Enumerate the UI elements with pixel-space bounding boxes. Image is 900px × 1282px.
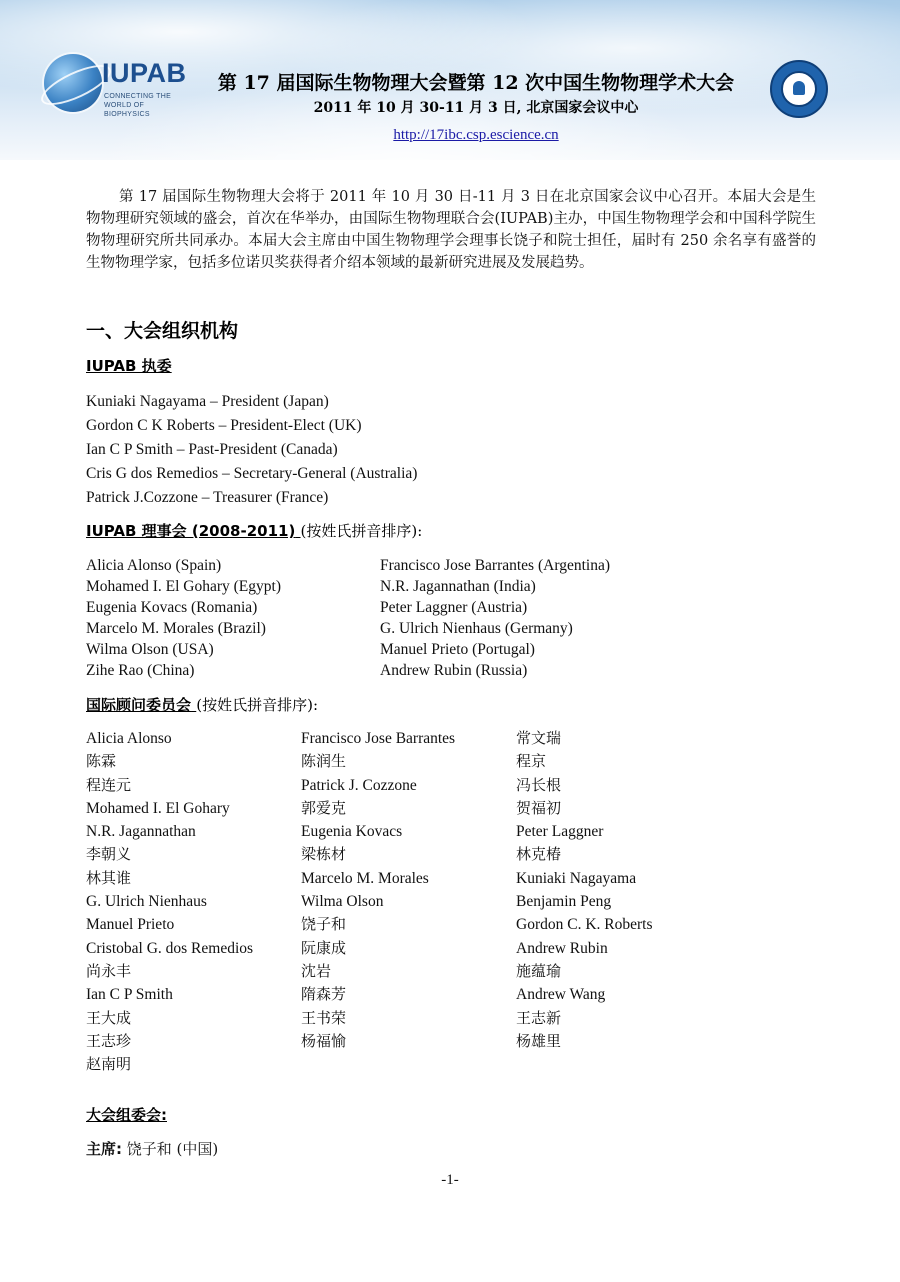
advisory-member: 李朝义	[86, 845, 132, 864]
logo-text: IUPAB	[102, 58, 187, 88]
exec-heading: IUPAB 执委	[86, 357, 172, 375]
council-column-left	[86, 555, 281, 681]
chair-value: 饶子和 (中国)	[122, 1140, 219, 1158]
advisory-heading	[86, 694, 318, 715]
section-title-organization: 一、大会组织机构	[86, 320, 239, 342]
council-member: Andrew Rubin (Russia)	[380, 662, 528, 679]
advisory-member: 赵南明	[86, 1055, 132, 1074]
council-heading	[86, 520, 422, 541]
advisory-member: 梁栋材	[301, 845, 347, 864]
advisory-member: Benjamin Peng	[516, 893, 612, 911]
advisory-member: 常文瑞	[516, 729, 562, 747]
advisory-member: 阮康成	[301, 938, 347, 957]
advisory-sort-note: (按姓氏拼音排序):	[196, 696, 319, 714]
advisory-member: 隋森芳	[301, 985, 347, 1004]
advisory-member: 施蕴瑜	[516, 961, 562, 980]
advisory-member: 尚永丰	[86, 961, 132, 980]
advisory-member: 王书荣	[301, 1008, 347, 1027]
advisory-member: G. Ulrich Nienhaus	[86, 893, 207, 911]
advisory-member: Eugenia Kovacs	[301, 823, 403, 841]
advisory-member: 郭爱克	[301, 798, 347, 817]
chair-label: 主席:	[86, 1140, 122, 1158]
advisory-member: Andrew Rubin	[516, 939, 608, 957]
council-member: G. Ulrich Nienhaus (Germany)	[380, 620, 573, 637]
advisory-member: Wilma Olson	[301, 893, 384, 911]
advisory-member: Patrick J. Cozzone	[301, 776, 417, 794]
advisory-member: N.R. Jagannathan	[86, 823, 196, 841]
advisory-member: 陈霖	[86, 752, 117, 771]
advisory-heading-text: 国际顾问委员会	[86, 696, 192, 714]
advisory-member: 王大成	[86, 1008, 132, 1027]
advisory-member: Peter Laggner	[516, 823, 604, 841]
council-member: Alicia Alonso (Spain)	[86, 557, 222, 574]
advisory-column-2	[301, 727, 455, 1053]
advisory-member: 沈岩	[301, 961, 332, 980]
advisory-member: Alicia Alonso	[86, 730, 172, 747]
advisory-member: 程京	[516, 752, 547, 771]
advisory-member: 王志新	[516, 1008, 562, 1027]
advisory-member: Manuel Prieto	[86, 916, 175, 934]
conference-url-link[interactable]: http://17ibc.csp.escience.cn	[393, 127, 559, 143]
advisory-member: Andrew Wang	[516, 986, 606, 1004]
advisory-member: 程连元	[86, 775, 132, 794]
conference-title: 第 17 届国际生物物理大会暨第 12 次中国生物物理学术大会	[217, 72, 735, 94]
exec-member: Kuniaki Nagayama – President (Japan)	[86, 393, 329, 410]
advisory-member: Gordon C. K. Roberts	[516, 916, 653, 934]
advisory-member: 饶子和	[301, 915, 347, 934]
iupab-logo	[44, 48, 194, 120]
logo-tagline: CONNECTING THE WORLD OF BIOPHYSICS	[104, 93, 172, 118]
csp-emblem-icon	[770, 60, 828, 118]
council-member: N.R. Jagannathan (India)	[380, 578, 536, 595]
exec-list	[86, 390, 417, 510]
advisory-member: 冯长根	[516, 775, 562, 794]
advisory-member: 陈润生	[301, 752, 347, 771]
advisory-member: Ian C P Smith	[86, 986, 173, 1004]
council-sort-note: (按姓氏拼音排序):	[300, 522, 423, 540]
advisory-member: 贺福初	[516, 798, 562, 817]
council-heading-text: IUPAB 理事会 (2008-2011)	[86, 522, 296, 540]
advisory-member: Marcelo M. Morales	[301, 869, 429, 887]
header-banner	[0, 0, 900, 160]
council-member: Francisco Jose Barrantes (Argentina)	[380, 557, 610, 574]
page-number: -1-	[441, 1172, 459, 1188]
advisory-member: 林克椿	[516, 845, 562, 864]
advisory-member: Kuniaki Nagayama	[516, 869, 637, 887]
advisory-member: 林其谁	[86, 868, 132, 887]
council-member: Manuel Prieto (Portugal)	[380, 641, 535, 658]
exec-member: Cris G dos Remedios – Secretary-General (Australia)	[86, 465, 418, 482]
council-member: Zihe Rao (China)	[86, 662, 195, 679]
conference-date-venue: 2011 年 10 月 30-11 月 3 日, 北京国家会议中心	[313, 100, 639, 116]
council-member: Mohamed I. El Gohary (Egypt)	[86, 578, 281, 595]
chair-line	[86, 1138, 218, 1159]
advisory-member: Francisco Jose Barrantes	[301, 730, 456, 747]
advisory-member: 王志珍	[86, 1031, 132, 1050]
intro-paragraph: 第 17 届国际生物物理大会将于 2011 年 10 月 30 日-11 月 3 日在北京国家会议中心召开。本届大会是生物物理研究领域的盛会，首次在华举办，由国际生物物理联合会(IUPAB)主办，中国生物物理学会和中国科学院生物物理研究所共同承办。本届大会主席由中国生物物理学会理事长饶子和院士担任，届时有 250 余名享有盛誉的生物物理学家，包括多位诺贝奖获得者介绍本领域的最新研究进展及发展趋势。	[86, 189, 816, 271]
exec-member: Patrick J.Cozzone – Treasurer (France)	[86, 489, 329, 506]
advisory-member: Cristobal G. dos Remedios	[86, 939, 254, 957]
advisory-column-1	[86, 727, 253, 1076]
council-column-right	[380, 555, 610, 681]
advisory-member: 杨雄里	[516, 1031, 562, 1050]
council-member: Marcelo M. Morales (Brazil)	[86, 620, 266, 637]
council-member: Eugenia Kovacs (Romania)	[86, 599, 258, 616]
advisory-member: 杨福愉	[301, 1031, 347, 1050]
advisory-column-3	[516, 727, 652, 1053]
council-member: Wilma Olson (USA)	[86, 641, 214, 658]
exec-member: Ian C P Smith – Past-President (Canada)	[86, 441, 338, 458]
council-member: Peter Laggner (Austria)	[380, 599, 528, 616]
exec-member: Gordon C K Roberts – President-Elect (UK)	[86, 417, 362, 434]
advisory-member: Mohamed I. El Gohary	[86, 799, 230, 817]
organizing-heading: 大会组委会:	[86, 1106, 167, 1124]
